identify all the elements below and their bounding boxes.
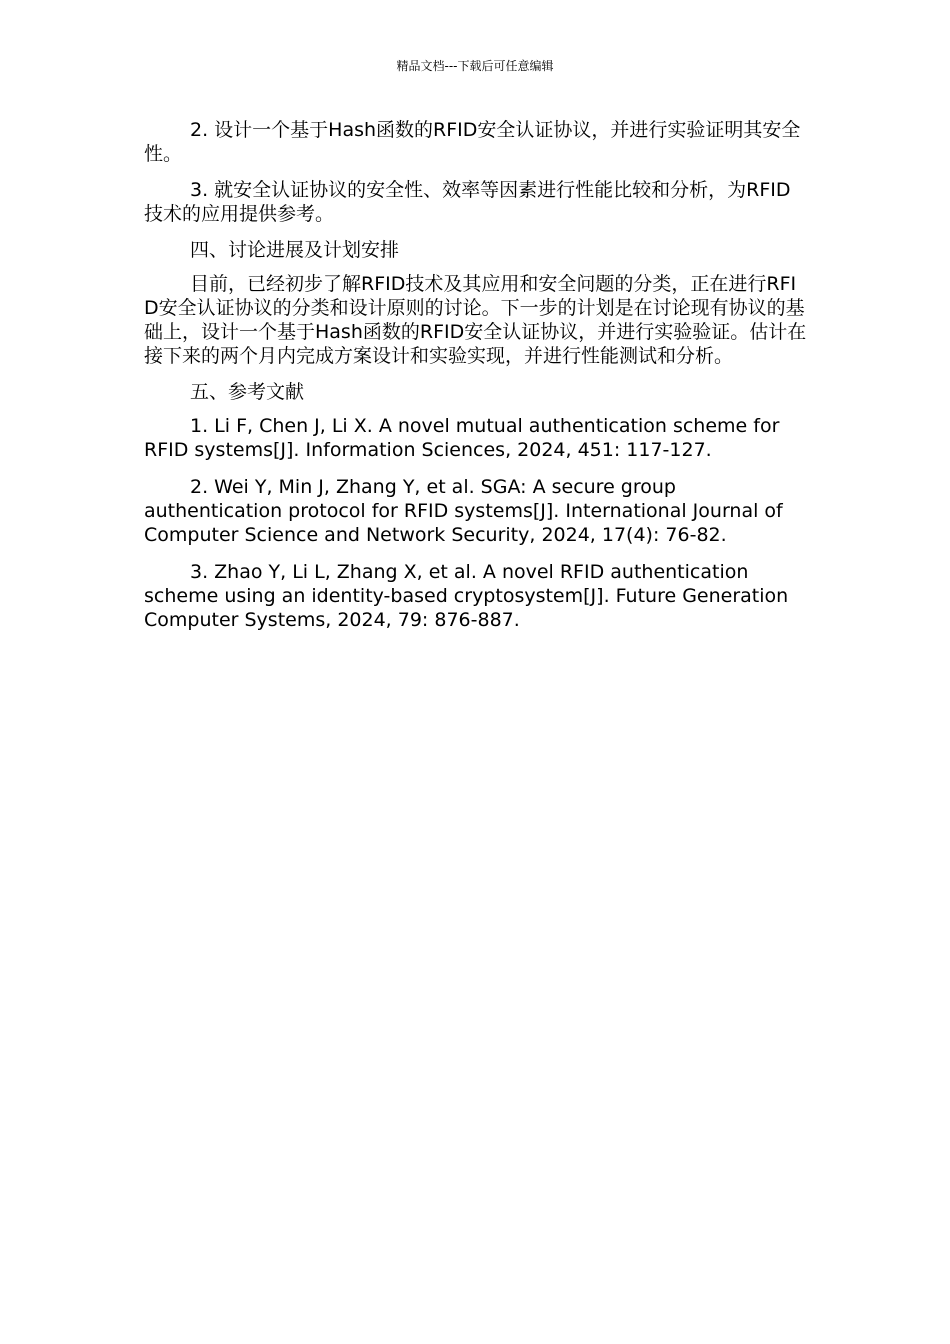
section-heading-progress: 四、讨论进展及计划安排	[190, 239, 400, 261]
reference-item: 3. Zhao Y, Li L, Zhang X, et al. A novel RFID authentication scheme using an identity-based cryptosystem[J]. Future Generation Computer Systems, 2024, 79: 876-887.	[144, 561, 789, 631]
document-body	[144, 118, 808, 645]
paragraph-progress: 目前，已经初步了解RFID技术及其应用和安全问题的分类，正在进行RFID安全认证协议的分类和设计原则的讨论。下一步的计划是在讨论现有协议的基础上，设计一个基于Hash函数的RFID安全认证协议，并进行实验验证。估计在接下来的两个月内完成方案设计和实验实现，并进行性能测试和分析。	[144, 273, 807, 367]
paragraph-item-2: 2. 设计一个基于Hash函数的RFID安全认证协议，并进行实验证明其安全性。	[144, 119, 801, 165]
reference-item: 2. Wei Y, Min J, Zhang Y, et al. SGA: A secure group authentication protocol for RFID systems[J]. International Journal of Computer Science and Network Security, 2024, 17(4): 76-82.	[144, 476, 783, 546]
section-heading-references: 五、参考文献	[190, 381, 305, 403]
reference-item: 1. Li F, Chen J, Li X. A novel mutual authentication scheme for RFID systems[J]. Information Sciences, 2024, 451: 117-127.	[144, 415, 780, 461]
paragraph-item-3: 3. 就安全认证协议的安全性、效率等因素进行性能比较和分析，为RFID技术的应用提供参考。	[144, 179, 791, 225]
page-header: 精品文档---下载后可任意编辑	[396, 59, 554, 73]
